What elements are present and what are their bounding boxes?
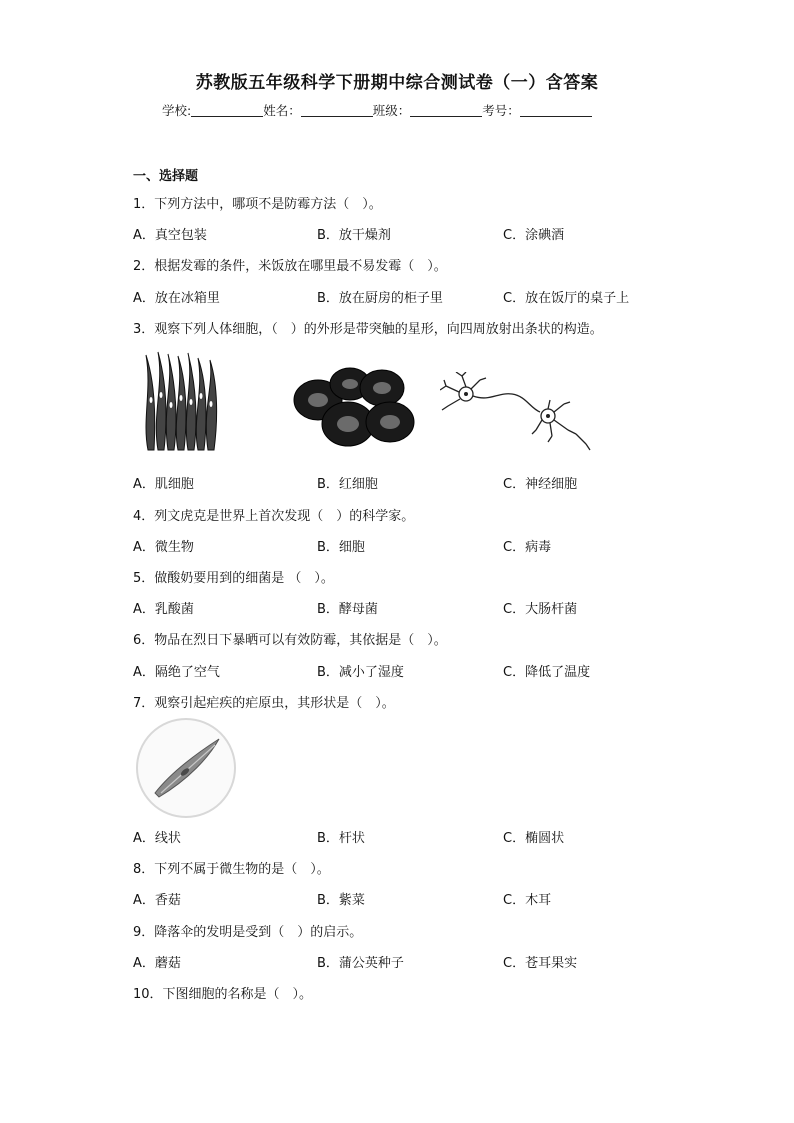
option-4b[interactable]: B．细胞 bbox=[317, 540, 365, 555]
number-blank[interactable] bbox=[520, 103, 592, 117]
option-3a[interactable]: A．肌细胞 bbox=[133, 477, 194, 492]
option-8c[interactable]: C．木耳 bbox=[503, 893, 552, 908]
name-blank[interactable] bbox=[301, 103, 373, 117]
option-7c[interactable]: C．椭圆状 bbox=[503, 831, 565, 846]
question-7: 7．观察引起疟疾的疟原虫，其形状是（ ）。 bbox=[133, 696, 395, 711]
option-5a[interactable]: A．乳酸菌 bbox=[133, 602, 194, 617]
option-5b[interactable]: B．酵母菌 bbox=[317, 602, 378, 617]
option-6b[interactable]: B．减小了湿度 bbox=[317, 665, 404, 680]
option-8b[interactable]: B．紫菜 bbox=[317, 893, 365, 908]
question-10: 10．下图细胞的名称是（ ）。 bbox=[133, 987, 313, 1002]
option-7b[interactable]: B．杆状 bbox=[317, 831, 365, 846]
question-3: 3．观察下列人体细胞，（ ）的外形是带突触的星形，向四周放射出条状的构造。 bbox=[133, 322, 603, 337]
option-1a[interactable]: A．真空包装 bbox=[133, 228, 207, 243]
class-label: 班级： bbox=[372, 103, 411, 118]
option-2c[interactable]: C．放在饭厅的桌子上 bbox=[503, 291, 630, 306]
question-8: 8．下列不属于微生物的是（ ）。 bbox=[133, 862, 330, 877]
number-label: 考号： bbox=[482, 103, 520, 118]
option-6c[interactable]: C．降低了温度 bbox=[503, 665, 591, 680]
name-label: 姓名： bbox=[263, 103, 301, 118]
option-6a[interactable]: A．隔绝了空气 bbox=[133, 665, 220, 680]
muscle-cell-illustration bbox=[140, 350, 230, 455]
question-2: 2．根据发霉的条件，米饭放在哪里最不易发霉（ ）。 bbox=[133, 259, 447, 274]
option-3c[interactable]: C．神经细胞 bbox=[503, 477, 578, 492]
class-blank[interactable] bbox=[410, 103, 482, 117]
question-5: 5．做酸奶要用到的细菌是 （ ）。 bbox=[133, 571, 334, 586]
option-4a[interactable]: A．微生物 bbox=[133, 540, 194, 555]
option-1b[interactable]: B．放干燥剂 bbox=[317, 228, 391, 243]
option-9c[interactable]: C．苍耳果实 bbox=[503, 956, 578, 971]
option-8a[interactable]: A．香菇 bbox=[133, 893, 181, 908]
option-2b[interactable]: B．放在厨房的柜子里 bbox=[317, 291, 443, 306]
section-heading: 一、选择题 bbox=[133, 169, 199, 184]
option-3b[interactable]: B．红细胞 bbox=[317, 477, 378, 492]
question-9: 9．降落伞的发明是受到（ ）的启示。 bbox=[133, 925, 363, 940]
option-2a[interactable]: A．放在冰箱里 bbox=[133, 291, 220, 306]
option-4c[interactable]: C．病毒 bbox=[503, 540, 552, 555]
plasmodium-illustration bbox=[135, 717, 237, 819]
nerve-cell-illustration bbox=[440, 372, 595, 452]
question-6: 6．物品在烈日下暴晒可以有效防霉，其依据是（ ）。 bbox=[133, 633, 447, 648]
page-title: 苏教版五年级科学下册期中综合测试卷（一）含答案 bbox=[195, 73, 599, 93]
red-blood-cell-illustration bbox=[290, 362, 430, 450]
student-info-line bbox=[162, 101, 592, 119]
school-blank[interactable] bbox=[191, 103, 263, 117]
option-9b[interactable]: B．蒲公英种子 bbox=[317, 956, 404, 971]
school-label: 学校: bbox=[162, 103, 192, 118]
question-4: 4．列文虎克是世界上首次发现（ ）的科学家。 bbox=[133, 509, 415, 524]
option-7a[interactable]: A．线状 bbox=[133, 831, 181, 846]
option-9a[interactable]: A．蘑菇 bbox=[133, 956, 181, 971]
option-5c[interactable]: C．大肠杆菌 bbox=[503, 602, 578, 617]
question-1: 1．下列方法中，哪项不是防霉方法（ ）。 bbox=[133, 197, 382, 212]
option-1c[interactable]: C．涂碘酒 bbox=[503, 228, 565, 243]
